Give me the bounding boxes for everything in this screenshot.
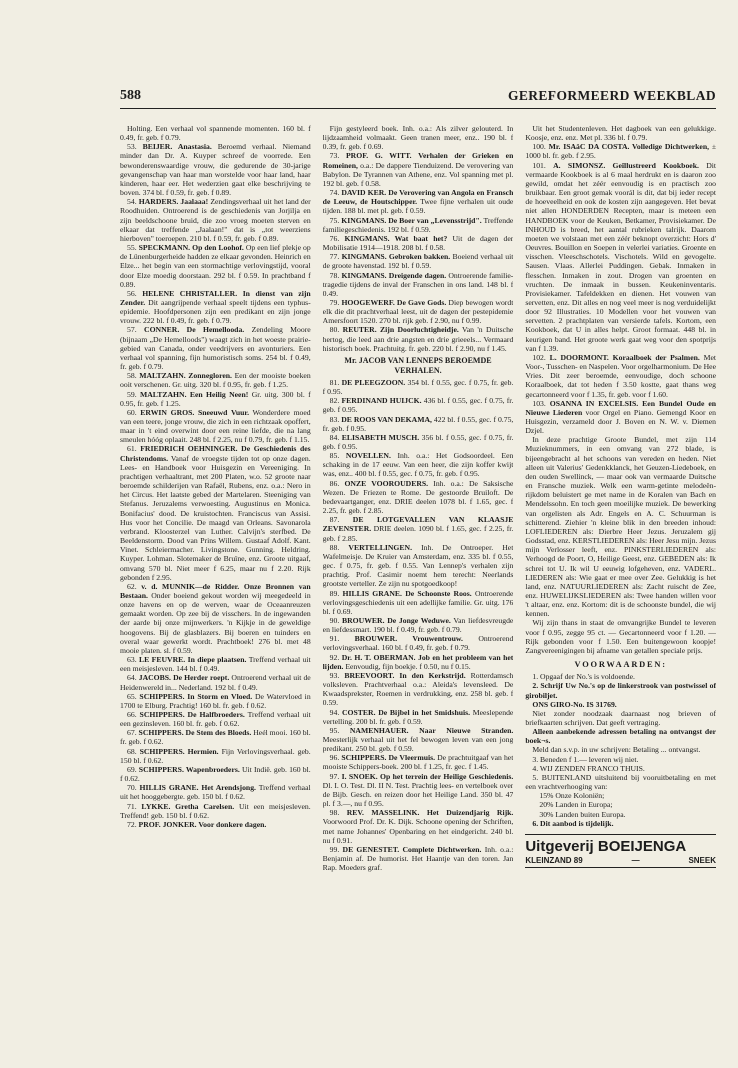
entry-number: 85. bbox=[329, 451, 340, 461]
entry-title: JACOBS. De Herder roept. bbox=[138, 673, 230, 683]
entry-description: Heél mooi. 160 bl. fr. geb. f 0.62. bbox=[120, 728, 311, 747]
book-entry bbox=[120, 142, 311, 197]
entry-description: Een der mooiste boeken ooit verschenen. Gr. uitg. 320 bl. f 0.95, fr. geb. f 1.25. bbox=[120, 371, 311, 390]
entry-number: 83. bbox=[329, 414, 340, 424]
entry-number: 62. bbox=[127, 581, 137, 591]
entry-title: SCHIPPERS. De Halfbroeders. bbox=[139, 710, 245, 719]
book-entry bbox=[525, 142, 716, 160]
column-middle bbox=[323, 124, 514, 1044]
book-entry bbox=[120, 444, 311, 581]
entry-title: SCHIPPERS. De Stem des Bloeds. bbox=[138, 728, 252, 738]
condition-item: 2. Schrijf Uw No.'s op de linkerstrook van postwissel of girobiljet. bbox=[525, 681, 717, 700]
entry-title: REV. MASSELINK. Het Duizendjarig Rijk. bbox=[346, 808, 514, 818]
entry-title: SCHIPPERS. Hermien. bbox=[139, 746, 219, 756]
book-entry bbox=[323, 653, 514, 671]
entry-title: CONNER. De Hemellooda. bbox=[144, 325, 245, 335]
book-entry bbox=[323, 396, 514, 414]
entry-description: Wij zijn thans in staat de omvangrijke Bundel te leveren voor f 0.95, zegge 95 ct. — Gecartonneerd voor f 1.20. — Rijk gebonden voor f 1.50. Een buitengewoon koopje! Zangvereenigingen bij afname van getallen speciale prijs. bbox=[525, 618, 717, 655]
entry-number: 81. bbox=[329, 377, 340, 387]
entry-description: Vanaf de vroegste tijden tot op onze dagen. Lees- en Handboek voor Huisgezin en Vereeniging. In prachtigen verhaaltrant, met 200 Platen, w.o. 52 groote naar beroemde schilderijen van Rafaël, Rubens, enz. o.a.: Nero in het Circus. Het laatste gebed der Martelaren. Steeniging van Stefanus. Jeruzalems verwoesting. Augustinus en Monica. Bonifacius' dood. De kruistochten. Franciscus van Assisi. Hus voor het Concilie. De maagd van Orleans. Savonarola verbrand. Kloosterzel van Luther. Calvijn's sterfbed. De Beeldenstorm. Dood van Prins Willem. Gustaaf Adolf. Kant. Vinet. Schleiermacher. Livingstone. Gunning. Heldring. Kuyper. Lohman. Slotemaker de Bruïne, enz. Groote uitgaaf, omvang 570 bl. Niet meer f 6.25, maar nu f 2.20. Rijk gebonden f 2.95. bbox=[120, 453, 311, 582]
condition-item: 30% Landen buiten Europa. bbox=[539, 809, 626, 819]
book-entry bbox=[120, 390, 311, 408]
entry-title: ONZE VOOROUDERS. bbox=[344, 478, 429, 488]
condition-item: ONS GIRO-No. IS 31769. bbox=[532, 699, 617, 709]
page-number: 588 bbox=[120, 88, 141, 103]
journal-title: GEREFORMEERD WEEKBLAD bbox=[507, 88, 716, 103]
book-entry bbox=[120, 655, 311, 673]
entry-title: ERWIN GROS. Sneeuwd Vuur. bbox=[140, 407, 249, 417]
entry-title: BREEVOORT. In den Kerkstrijd. bbox=[344, 670, 466, 680]
entry-title: MALTZAHN. Een Heilig Neen! bbox=[140, 389, 249, 399]
entry-number: 80. bbox=[329, 325, 340, 335]
book-entry bbox=[525, 435, 716, 618]
condition-item: 15% Onze Koloniën; bbox=[539, 791, 605, 801]
entry-description: Met Voor-, Tusschen- en Naspelen. Voor orgelharmonium. De Hee Vries. Dit zeer beroemde, eenvoudige, doch schoone Koraalboek, dat tot heden f 3.50 kostte, gaat thans weg gecartonneerd voor f 1.35, fr. geb. voor f 1.60. bbox=[525, 352, 717, 399]
entry-description: Dit aangrijpende verhaal speelt tijdens een typhus-epidemie. Hoofdpersonen zijn een predikant en zijn jonge vrouw. 222 bl. f 0.49, fr. geb. f 0.79. bbox=[120, 297, 311, 326]
book-entry bbox=[323, 415, 514, 433]
entry-number: 98. bbox=[329, 808, 340, 818]
entry-list-right bbox=[525, 124, 716, 655]
entry-title: NAMENHAUER. Naar Nieuwe Stranden. bbox=[349, 725, 514, 735]
entry-title: NOVELLEN. bbox=[345, 451, 391, 461]
entry-description: Beroemd verhaal. Niemand minder dan Dr. A. Kuyper schreef de voorrede. Een bewonderenswaardige vrouw, die gedurende de 30-jarige gevangenschap van haar man worstelde voor haar land, haar kinderen, haar eer. Het wederzien gaat elke beschrijving te boven. 374 bl. f 0.59, fr. geb. f 0.89. bbox=[120, 142, 311, 198]
entry-number: 61. bbox=[127, 444, 137, 454]
entry-description: Zendeling Moore (bijnaam „De Hemelloods") waagt zich in het woeste prairie-gebied van Canada, onder veedrijvers en avonturiers. Een verhaal vol spanning, fijn humoristisch soms. 254 bl. f 0.49, fr. geb. f 0.79. bbox=[120, 325, 311, 372]
conditions-list bbox=[525, 672, 716, 828]
entry-description: 436 bl. f 0.55, gec. f 0.75, fr. geb. f 0.95. bbox=[322, 396, 514, 415]
book-entry bbox=[323, 808, 514, 845]
entry-title: MALTZAHN. Zonnegloren. bbox=[139, 371, 232, 381]
entry-title: KINGMANS. Dreigende dagen. bbox=[341, 270, 447, 280]
entry-title: OSANNA IN EXCELSIS. Een Bundel Oude en Nieuwe Liederen bbox=[525, 398, 717, 417]
book-entry bbox=[120, 692, 311, 710]
condition-item: Niet zonder noodzaak daarnaast nog brieven of briefkaarten schrijven. Dat geeft vertraging. bbox=[525, 708, 717, 727]
entry-number: 84. bbox=[329, 432, 340, 442]
entry-list-top bbox=[323, 124, 514, 353]
entry-number: 79. bbox=[329, 297, 340, 307]
entry-number: 72. bbox=[127, 819, 137, 829]
book-entry bbox=[323, 753, 514, 771]
entry-number: 56. bbox=[127, 288, 137, 298]
entry-description: Dit vermaarde Kookboek is al 6 maal herdrukt en is daaron zoo gewild, omdat het zéér eenvoudig is en practisch zoo bruikbaar. Een groot gemak voorál is dit, dat bij ieder recept de hoeveelheid en ook de kosten zijn aangegeven. Het bevat niet allen HONDERDEN Recepten, maar is meteen een HANDBOEK voor de Keuken, Betkamer, Provisiekamer. De INHOUD is breed, het aantal rubrieken talrijk. Daarom moeten we volstaan met een zéér beknopt overzicht: Hors d' Oeuvres. Bouillon en Soepen in velerlei variaties. Groente en visschen. Vleeschschotels. Vischotels. Wild en gevogelte. Sausen. Vlaas. Allerlei Puddingen. Gebak. Inmaken in flesschen. Inmaken in zout. Drogen van groenten en vruchten. De inmaak in bussen. Keukeninventaris. Provisiekamer. Tafeldekken en dienen. Het vouwen van servetten, enz. Dit alles en nog veel meer is nog verduidelijkt door 92 Illustraties. 10 Modellen voor het vouwen van servetten. 2 prachtplaten van versierde tafels. Kortom, een Kookboek, dat U in alles helpt. Groot formaat. 448 bl. in keurigen band. Het groote werk gaat weg voor den spotprijs van f 1.39. bbox=[525, 160, 717, 353]
entry-title: Mr. ISAäC DA COSTA. Volledige Dichtwerken, bbox=[548, 142, 710, 152]
entry-title: COSTER. De Bijbel in het Smidshuis. bbox=[342, 707, 471, 717]
publisher-address-line bbox=[525, 856, 716, 865]
entry-title: DE ROOS VAN DEKAMA, bbox=[341, 414, 432, 424]
entry-description: Uit de dagen der Mobilisatie 1914—1918. 208 bl. f 0.58. bbox=[322, 233, 514, 253]
entry-number: 86. bbox=[329, 478, 340, 488]
book-entry bbox=[120, 710, 311, 728]
book-entry bbox=[525, 618, 716, 655]
entry-description: voor Orgel en Piano. Gemengd Koor en Huisgezin, verzameld door J. Boven en N. W. v. Diemen Dzjel. bbox=[525, 407, 717, 436]
book-entry bbox=[323, 708, 514, 726]
text-columns bbox=[120, 124, 716, 1044]
entry-title: FERDINAND HUIJCK. bbox=[341, 396, 422, 406]
entry-description: Treffend verhaal uit een meisjesleven. 144 bl. f 0.49. bbox=[120, 655, 311, 674]
condition-item: 4. WIJ ZENDEN FRANCO THUIS. bbox=[532, 763, 645, 773]
book-entry bbox=[323, 433, 514, 451]
entry-title: DE LOTGEVALLEN VAN KLAASJE ZEVENSTER. bbox=[322, 515, 514, 534]
entry-title: A. SIMONSZ. Geïllustreerd Kookboek. bbox=[553, 160, 699, 170]
entry-description: Eenvoudig, fijn boekje. f 0.50, nu f 0.15. bbox=[345, 661, 471, 671]
book-entry bbox=[323, 325, 514, 352]
entry-number: 78. bbox=[329, 270, 340, 280]
entry-number: 60. bbox=[127, 407, 137, 417]
entry-title: HILLIS GRANE. De Schoonste Roos. bbox=[342, 588, 472, 598]
entry-title: HARDERS. Jaalaaa! bbox=[138, 197, 209, 207]
entry-description: De Watervloed in 1700 te Elburg. Prachtig! 160 bl. fr. geb. f 0.62. bbox=[120, 691, 311, 710]
entry-description: Treffend verhaal uit het hooggebergte. geb. 150 bl. f 0.62. bbox=[120, 783, 311, 802]
entry-title: KINGMANS. Gebroken bakken. bbox=[341, 252, 451, 262]
entry-description: Meeslepende vertelling. 200 bl. fr. geb. f 0.59. bbox=[322, 707, 514, 726]
book-entry bbox=[323, 634, 514, 652]
column-right bbox=[525, 124, 716, 1044]
publisher-address: KLEINZAND 89 bbox=[525, 855, 583, 865]
entry-title: Dr. H. T. OBERMAN. Job en het probleem van het lijden. bbox=[322, 652, 514, 671]
entry-title: DE PLEEGZOON. bbox=[341, 377, 406, 387]
book-entry bbox=[120, 783, 311, 801]
entry-title: SPECKMANN. Op den Loohof. bbox=[138, 243, 244, 253]
entry-title: KINGMANS. De Boer van „Levensstrijd". bbox=[341, 215, 482, 225]
condition-item: Meld dan s.v.p. in uw schrijven: Betaling ... ontvangst. bbox=[532, 745, 701, 755]
entry-title: VERTELLINGEN. bbox=[348, 542, 412, 552]
entry-number: 103. bbox=[532, 398, 546, 408]
book-entry bbox=[323, 543, 514, 589]
entry-number: 97. bbox=[329, 771, 340, 781]
book-entry bbox=[120, 371, 311, 389]
entry-number: 74. bbox=[329, 188, 340, 198]
entry-title: FRIEDRICH OEHNINGER. De Geschiedenis des Christendoms. bbox=[120, 444, 311, 463]
entry-number: 54. bbox=[127, 197, 137, 207]
book-entry bbox=[323, 124, 514, 151]
entry-title: DE GENESTET. Complete Dichtwerken. bbox=[342, 844, 482, 854]
entry-title: ELISABETH MUSCH. bbox=[341, 432, 420, 442]
entry-description: 354 bl. f 0.55, gec. f 0.75, fr. geb. f 0.95. bbox=[322, 377, 514, 397]
entry-number: 59. bbox=[127, 389, 137, 399]
book-entry bbox=[525, 161, 716, 353]
condition-item: 6. Dit aanbod is tijdelijk. bbox=[532, 818, 614, 828]
entry-description: Uit Indië. geb. 160 bl. f 0.62. bbox=[120, 764, 311, 784]
entry-number: 69. bbox=[127, 764, 137, 774]
entry-description: Inh. De Ontroeper. Het Wafelmeisje. De Kruier van Amsterdam, enz. 335 bl. f 0.55, gec. f 0.75, fr. geb. f 0.55. Van Lennep's verhalen zijn prachtig. Prof. Casimir noemt hem terecht: Neerlands grootste verteller. Ze zijn nu spotgoedkoop! bbox=[322, 542, 514, 589]
entry-description: 422 bl. f 0.55, gec. f 0.75, fr. geb. f 0.95. bbox=[322, 414, 514, 433]
entry-number: 101. bbox=[532, 160, 546, 170]
entry-number: 89. bbox=[329, 588, 340, 598]
book-entry bbox=[525, 353, 716, 399]
entry-title: BROUWER. Vrouwentrouw. bbox=[354, 634, 463, 644]
book-entry bbox=[323, 772, 514, 809]
book-entry bbox=[323, 451, 514, 478]
book-entry bbox=[525, 399, 716, 436]
entry-number: 66. bbox=[127, 710, 137, 719]
entry-title: PROF. JONKER. Voor donkere dagen. bbox=[138, 819, 267, 829]
condition-item: 1. Opgaaf der No.'s is voldoende. bbox=[532, 672, 635, 682]
book-entry bbox=[323, 216, 514, 234]
entry-number: 68. bbox=[127, 746, 137, 756]
publisher-block bbox=[525, 834, 716, 868]
entry-number: 77. bbox=[329, 252, 340, 262]
book-entry bbox=[323, 378, 514, 396]
book-entry bbox=[323, 845, 514, 872]
entry-description: In deze prachtige Groote Bundel, met zijn 114 Muzieknummers, in een omvang van 272 blade, is bijeengebracht al het schoons van vereden en heden. Niet alleen uit Valerius' Gedenkklanck, het Geuzen-Liedeboek, en den ouden Swellinck, — maar ook van vermaarde Duitsche en Fransche muziek. Welk een warm-getinte melodeën-rijkdom beluistert ge met name in de Koralen van Bach en Mendelssohn. En toch geen moeilijke muziek. De bewerking van orgelisten als Adr. Engels en A. C. Schuurman is schitterend. Ziehier 'n kleine blik in den breeden inhoud: LOFLIEDEREN als: Dierbre Heer Jezus. Jeruzalem gij Godsstad, enz. KERSTLIEDEREN als: Heer Jesu mijn. Jezus mijn Verlosser leeft, enz. PINKSTERLIEDEREN als: Verhoogd de Poort, O, Heilige Geest, enz. GEBEDEN als: Ik schrei tot U. Ik wil U eeuwig lofgeheven, enz. VADERL. LIEDEREN als: Wie gaat er mee over Zee. Gelukkig is het land, enz. NATUURLIEDEREN als: Zacht ruischt de Zee, enz. HUWELIJKSLIEDEREN als: Twee handen willen voor 't altaar, enz. enz. Kortom: dit is de schoonste bundel, die wij kennen. bbox=[525, 435, 717, 619]
entry-description: Inh. o.a.: Benjamin af. De humorist. Het Haantje van den toren. Jan Rap. Moeders graf. bbox=[322, 844, 514, 873]
entry-title: PROF. G. WITT. Verhalen der Grieken en Romeinen, bbox=[322, 151, 514, 170]
book-entry bbox=[323, 726, 514, 753]
entry-description: Fijn gestyleerd boek. Inh. o.a.: Als zilver gelouterd. In lijdzaamheid volmaakt. Geen tranen meer, enz.. 190 bl. f 0.39, fr. geb. f 0.69. bbox=[322, 124, 514, 152]
entry-description: Holting. Een verhaal vol spannende momenten. 160 bl. f 0.49, fr. geb. f 0.79. bbox=[120, 124, 311, 143]
book-entry bbox=[323, 671, 514, 708]
entry-number: 94. bbox=[329, 707, 340, 717]
book-entry bbox=[120, 728, 311, 746]
entry-number: 87. bbox=[329, 515, 340, 525]
book-entry bbox=[120, 325, 311, 371]
entry-number: 55. bbox=[127, 243, 137, 253]
entry-description: Ontroerende verlovingsgeschiedenis uit een adellijke familie. Gr. uitg. 176 bl. f 0.69. bbox=[322, 588, 514, 616]
entry-description: Wonderdere moed van een teere, jonge vrouw, die zich in een richtzaak opoffert, maar in 't eind overwint door een reine liefde, die na lang smeulen hóóg oplaait. 248 bl. f 2.25, nu f 0.79, fr. geb. f 1.15. bbox=[120, 407, 311, 445]
entry-number: 102. bbox=[532, 352, 546, 362]
book-entry bbox=[120, 673, 311, 691]
entry-description: Treffend verhaal uit een gezinsleven. 160 bl. fr. geb. f 0.62. bbox=[120, 710, 311, 729]
entry-description: Rotterdamsch volksleven. Prachtverhaal o.a.: Aleida's levensleed. De Kwaadsprekster, Roemen in verdrukking, enz. 258 bl. geb. f 0.59. bbox=[322, 670, 514, 708]
entry-number: 73. bbox=[329, 151, 340, 161]
entry-description: DRIE deelen. 1090 bl. f 1.65, gec. f 2.25, fr. geb. f 2.85. bbox=[322, 524, 514, 543]
book-entry bbox=[525, 124, 716, 142]
section-heading-van-lennep: Mr. JACOB VAN LENNEPS BEROEMDE VERHALEN. bbox=[344, 355, 492, 375]
entry-description: Meesterlijk verhaal uit het fel bewogen leven van een jong predikant. 250 bl. geb. f 0.59. bbox=[322, 735, 514, 754]
entry-title: I. SNOEK. Op het terrein der Heilige Geschiedenis. bbox=[341, 771, 514, 781]
publisher-name: Uitgeverij BOEIJENGA bbox=[525, 837, 687, 855]
entry-description: Ontroerende familie-tragedie tijdens de inval der Franschen in ons land. 148 bl. f 0.49. bbox=[322, 270, 514, 298]
entry-description: Uit het Studentenleven. Het dagboek van een gelukkige. Koosje, enz. enz. Met pl. 336 bl. f 0.79. bbox=[525, 124, 717, 143]
book-entry bbox=[120, 802, 311, 820]
publisher-city: SNEEK bbox=[688, 855, 716, 865]
book-entry bbox=[323, 271, 514, 298]
book-entry bbox=[323, 479, 514, 516]
entry-description: Zendingsverhaal uit het land der Roodhuiden. Ontroerend is de geschiedenis van Jorjilja en zijn beeldschoone bruid, die zoo vroeg moeten sterven en elkaar dat treffende „Jaalaan!" dat is „tot weerziens hierboven" toeroepen. 210 bl. f 0.59, fr. geb. f 0.89. bbox=[120, 197, 311, 243]
entry-description: Op een lief plekje op de Lünenburgerheide hadden ze elkaar gevonden. Heinrich en Elze... het begin van een stormachtige verlovingstijd, vooral door Elze moedig doorstaan. 292 bl. f 0.59. In prachtband f 0.89. bbox=[120, 243, 311, 289]
entry-description: Diep bewogen wordt elk die dit prachtverhaal leest, uit de dagen der pestepidemie Amersfoort 1520. 270 bl. rijk geb. f 2.90, nu f 0.99. bbox=[322, 297, 514, 326]
entry-title: v. d. MUNNIK—de Ridder. Onze Bronnen van Bestaan. bbox=[120, 581, 311, 600]
entry-number: 93. bbox=[329, 670, 340, 680]
entry-title: BEIJER. Anastasia. bbox=[142, 142, 212, 152]
entry-title: SCHIPPERS. Wapenbroeders. bbox=[138, 764, 240, 774]
entry-description: Van 'n Duitsche hertog, die leed aan drie angsten en drie grieeels... Vermaard historisch boek. Prachtuitg. fr. geb. 220 bl. f 2.90, nu f 1.45. bbox=[322, 325, 514, 353]
entry-description: Dl. I. O. Test. Dl. II N. Test. Prachtig lees- en vertelboek over de Bijb. Gesch. en reizen door het Heilige Land. 350 bl. 47 pl. f 3.—, nu f 0.95. bbox=[322, 780, 514, 809]
book-entry bbox=[120, 765, 311, 783]
entry-description: Van liefdesvreugde en liefdessmart. 190 bl. f 0.49, fr. geb. f 0.79. bbox=[322, 615, 514, 635]
entry-number: 90. bbox=[329, 615, 340, 625]
book-entry bbox=[323, 234, 514, 252]
entry-title: LYKKE. Gretha Carelsen. bbox=[141, 801, 235, 811]
entry-number: 65. bbox=[127, 691, 137, 701]
book-entry bbox=[120, 820, 311, 829]
entry-description: Fijn Verlovingsverhaal. geb. 150 bl. f 0.62. bbox=[120, 746, 311, 765]
condition-item: 20% Landen in Europa; bbox=[539, 800, 613, 810]
entry-title: DAVID KER. De Verovering van Angola en Fransch de Leeuw, de Houtschipper. bbox=[322, 188, 514, 207]
entry-list-bottom bbox=[323, 378, 514, 872]
entry-description: ± 1000 bl. fr. geb. f 2.95. bbox=[525, 142, 717, 161]
entry-number: 57. bbox=[127, 325, 137, 335]
entry-description: Gr. uitg. 300 bl. f 0.95, fr. geb. f 1.25. bbox=[120, 389, 311, 408]
entry-title: SCHIPPERS. In Storm en Vloed. bbox=[139, 691, 253, 701]
column-left bbox=[120, 124, 311, 1044]
conditions-heading: VOORWAARDEN: bbox=[574, 660, 667, 670]
entry-description: Boeiend verhaal uit de groote havenstad. 192 bl. f 0.59. bbox=[322, 252, 514, 271]
entry-number: 64. bbox=[127, 673, 137, 683]
entry-description: 356 bl. f 0.55, gec. f 0.75, fr. geb. f 0.95. bbox=[322, 432, 514, 451]
entry-title: HILLIS GRANE. Het Arendsjong. bbox=[139, 783, 256, 793]
entry-title: SCHIPPERS. De Vleermuis. bbox=[341, 753, 436, 763]
condition-item: 5. BUITENLAND uitsluitend bij vooruitbetaling en met een vrachtverhooging van: bbox=[525, 772, 717, 792]
entry-number: 92. bbox=[329, 652, 340, 662]
book-entry bbox=[323, 589, 514, 616]
entry-number: 99. bbox=[329, 844, 340, 854]
entry-number: 100. bbox=[532, 142, 546, 152]
page-header bbox=[120, 88, 716, 109]
entry-description: Inh. o.a.: De Saksische Wezen. De Friezen te Rome. De gestoorde Bruiloft. De bedevaartganger, enz. DRIE deelen 1078 bl. f 1.65, gec. f 2.25, fr. geb. f 2.85. bbox=[322, 478, 514, 516]
condition-item: Alleen aanbekende adressen betaling na ontvangst der boek¬s. bbox=[525, 727, 717, 746]
entry-number: 75. bbox=[329, 215, 340, 225]
condition-item: 3. Beneden f 1.— leveren wij niet. bbox=[532, 754, 639, 764]
book-entry bbox=[323, 515, 514, 542]
publisher-dash: — bbox=[631, 855, 640, 865]
entry-description: Ontroerend verhaal uit de Heidenwereld in... Nederland. 192 bl. f 0.49. bbox=[120, 673, 311, 692]
entry-description: De prachtuitgaaf van het mooiste Schippers-boek. 200 bl. f 1.25, fr. gec. f 1.45. bbox=[322, 753, 514, 772]
book-entry bbox=[120, 124, 311, 142]
book-entry bbox=[120, 747, 311, 765]
entry-number: 67. bbox=[127, 728, 137, 738]
book-entry bbox=[120, 243, 311, 289]
entry-number: 76. bbox=[329, 233, 340, 243]
entry-title: LE FEUVRE. In diepe plaatsen. bbox=[139, 655, 247, 665]
book-entry bbox=[323, 151, 514, 188]
entry-title: HOOGEWERF. De Gave Gods. bbox=[341, 297, 447, 307]
entry-description: Ontroerend verlovingsverhaal. 160 bl. f 0.49, fr. geb. f 0.79. bbox=[322, 634, 514, 653]
book-entry bbox=[323, 252, 514, 270]
entry-number: 58. bbox=[127, 371, 137, 381]
book-entry bbox=[323, 616, 514, 634]
entry-description: Inh. o.a.: Het Godsoordeel. Een schaking in de 17 eeuw. Van een heer, die zijn koffer kwijt was, enz.. 400 bl. f 0.55, gec. f 0.75, fr. geb. f 0.95. bbox=[322, 451, 514, 479]
entry-description: Twee fijne verhalen uit oude tijden. 188 bl. met pl. geb. f 0.59. bbox=[322, 197, 514, 216]
book-entry bbox=[323, 188, 514, 215]
entry-title: L. DOORMONT. Koraalboek der Psalmen. bbox=[549, 352, 700, 362]
entry-title: REUTER. Zijn Doorluchtigheidje. bbox=[342, 325, 459, 335]
entry-description: o.a.: De dappere Tienduizend. De verovering van Babylon. De Tyrannen van Athene, enz. Vol spanning met pl. 192 bl. geb. f 0.58. bbox=[322, 160, 514, 188]
book-entry bbox=[120, 197, 311, 243]
book-entry bbox=[120, 289, 311, 326]
entry-number: 71. bbox=[127, 801, 137, 811]
entry-description: Uit een meisjesleven. Treffend! geb. 150 bl. f 0.62. bbox=[120, 801, 311, 820]
book-entry bbox=[323, 298, 514, 325]
entry-number: 88. bbox=[329, 542, 340, 552]
entry-description: Onder boeiend gekout worden wij meegedeeld in onze havens en op de werven, waar de Oceaanreuzen gemaakt worden. Op zee bij de visschers. In de ingewanden der aarde bij onze mijnwerkers. 'n Kijkje in de geweldige hoogovens. Bij de glasblazers. Bij boeren en tuinders en overal waar gewerkt wordt. Prachtboek! 276 bl. met 48 mooie platen. sl. f 0.59. bbox=[120, 590, 311, 655]
entry-description: Treffende familiegeschiedenis. 192 bl. f 0.59. bbox=[322, 215, 514, 234]
entry-title: KINGMANS. Wat baat het? bbox=[344, 233, 448, 243]
entry-description: Voorwoord Prof. Dr. K. Dijk. Schoone opening der Schriften, met name Johannes' Openbaring en het eindgericht. 240 bl. nu f 0.91. bbox=[322, 817, 514, 845]
entry-number: 63. bbox=[127, 655, 137, 665]
entry-title: HELENE CHRISTALLER. In dienst van zijn Zender. bbox=[120, 288, 311, 307]
entry-number: 95. bbox=[329, 725, 340, 735]
book-entry bbox=[120, 582, 311, 655]
entry-number: 53. bbox=[127, 142, 137, 152]
entry-number: 91. bbox=[329, 634, 340, 644]
book-entry bbox=[120, 408, 311, 445]
entry-number: 96. bbox=[329, 753, 340, 763]
entry-title: BROUWER. De Jonge Weduwe. bbox=[342, 615, 451, 625]
entry-number: 82. bbox=[329, 396, 340, 406]
entry-number: 70. bbox=[127, 783, 137, 793]
